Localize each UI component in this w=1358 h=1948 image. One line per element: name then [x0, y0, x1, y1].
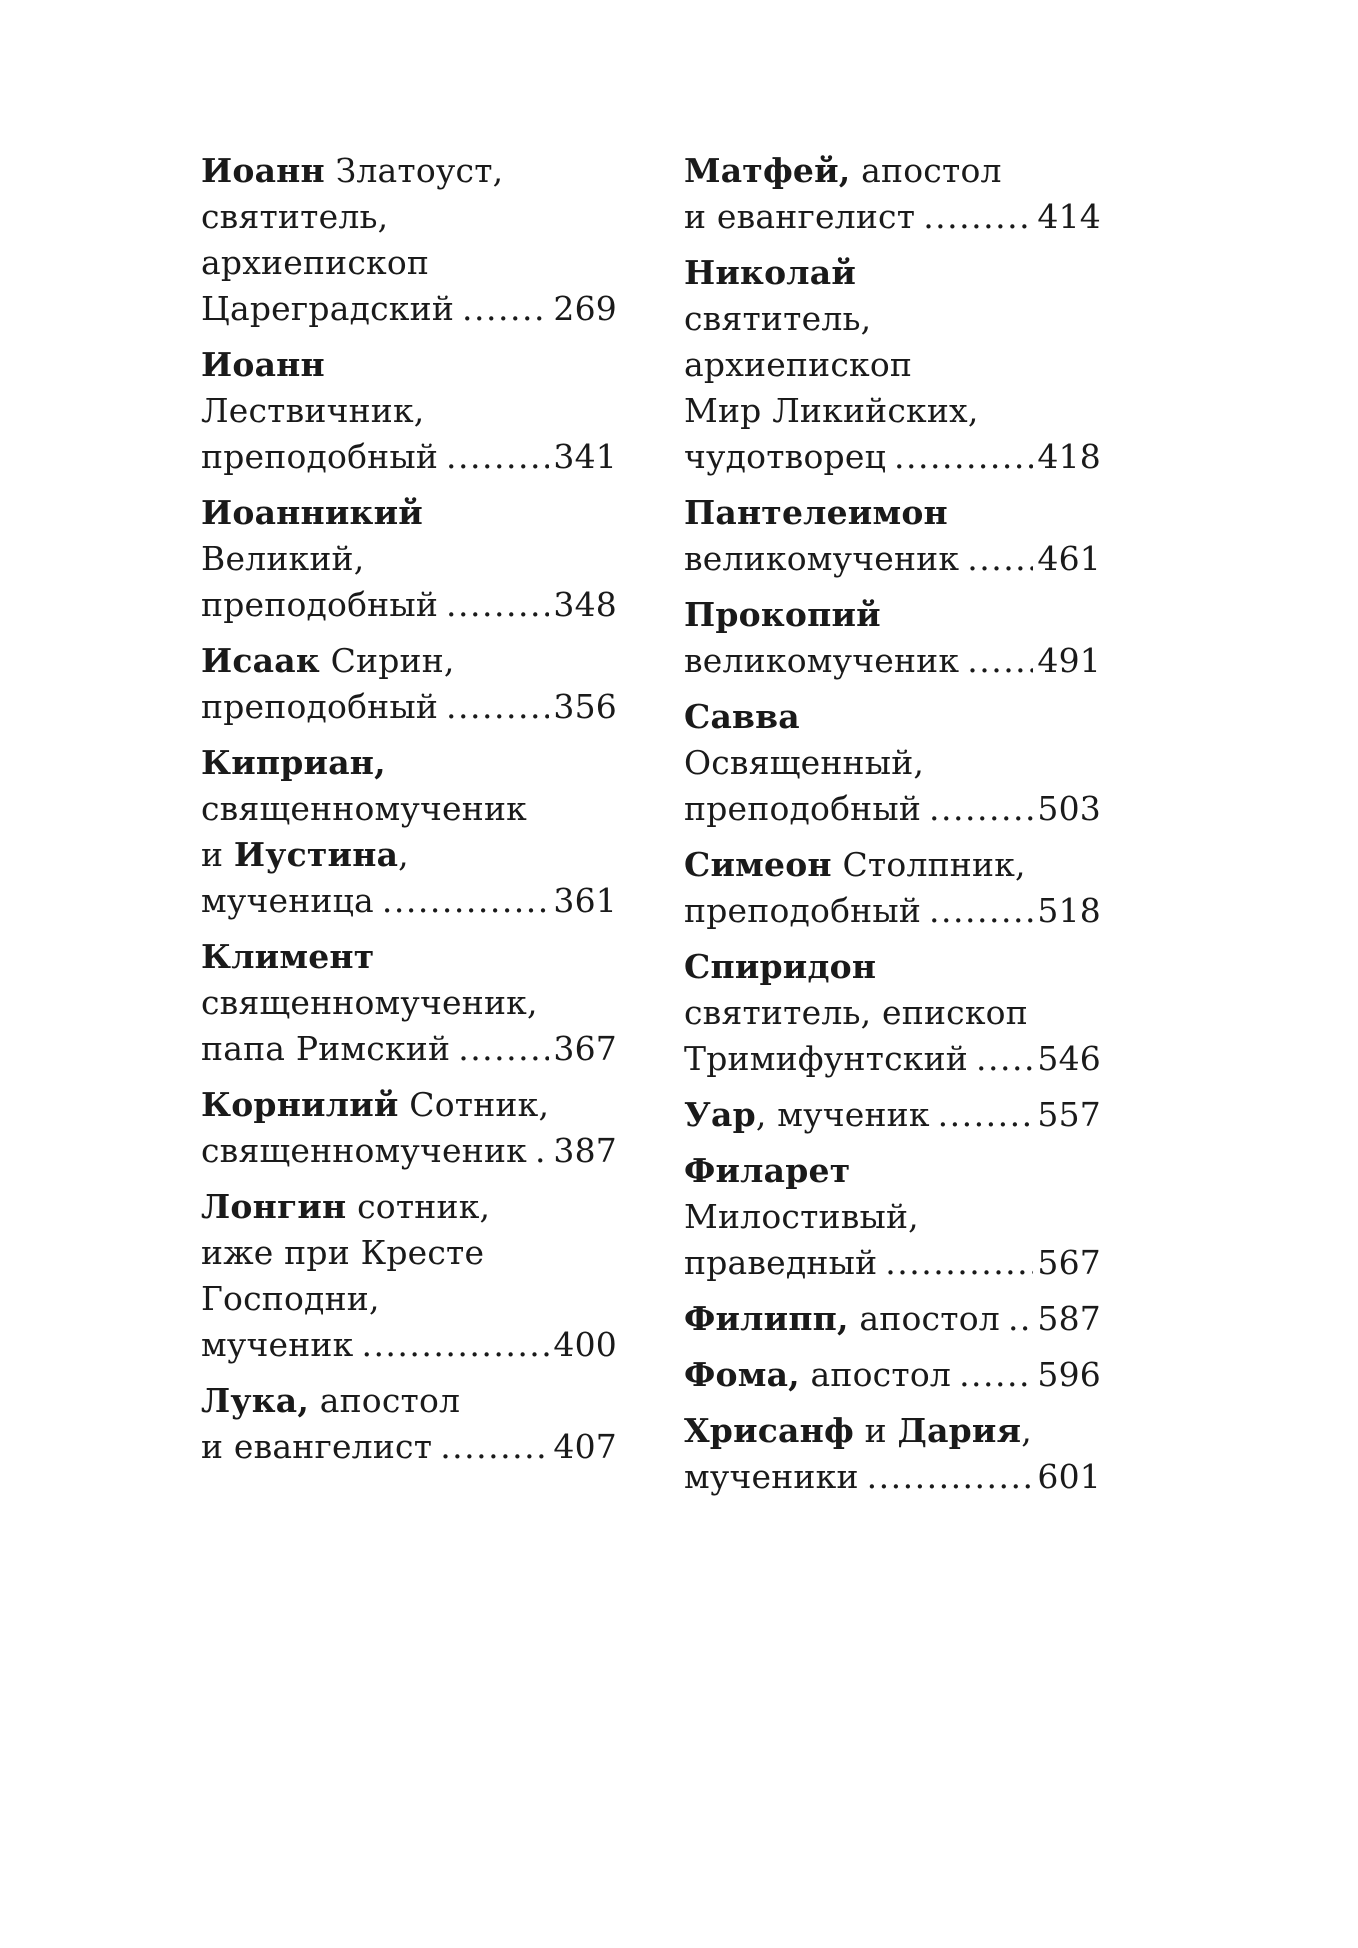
saint-description: и: [853, 1411, 898, 1450]
page-number: 418: [1037, 437, 1101, 476]
index-entry: [684, 1352, 1101, 1398]
dot-leader: [440, 1424, 549, 1470]
index-entry: [201, 740, 617, 924]
dot-leader: [1008, 1296, 1033, 1342]
index-column-right: [684, 148, 1101, 1510]
dot-leader: [894, 434, 1033, 480]
dot-leader: [382, 878, 549, 924]
index-entry-line: [201, 1082, 617, 1128]
index-entry-line: [684, 990, 1101, 1036]
page-number: 341: [553, 437, 617, 476]
page-number: 518: [1037, 891, 1101, 930]
dot-leader: [446, 582, 549, 628]
index-entry: [684, 1408, 1101, 1500]
saint-name: Уар: [684, 1095, 756, 1134]
index-entry: [201, 148, 617, 332]
index-entry-line: [201, 582, 617, 628]
saint-description: Столпник,: [831, 845, 1026, 884]
index-entry: [201, 490, 617, 628]
entry-text: [201, 980, 538, 1026]
index-entry-line: [201, 934, 617, 980]
saint-description: ,: [398, 835, 409, 874]
page-number: 587: [1037, 1299, 1101, 1338]
entry-text: [684, 638, 959, 684]
entry-text: [201, 1128, 527, 1174]
entry-text: [684, 1454, 859, 1500]
saint-description: Сирин,: [319, 641, 455, 680]
index-entry-line: [684, 740, 1101, 786]
saint-description: мученики: [684, 1457, 859, 1496]
saint-name: Киприан,: [201, 743, 386, 782]
saint-description: преподобный: [684, 891, 922, 930]
saint-description: архиепископ: [684, 345, 913, 384]
entry-text: [201, 388, 425, 434]
index-entry-line: [684, 1296, 1101, 1342]
entry-text: [684, 592, 881, 638]
dot-leader: [938, 1092, 1034, 1138]
saint-description: апостол: [799, 1355, 952, 1394]
index-entry-line: [684, 1036, 1101, 1082]
entry-text: [684, 342, 912, 388]
index-entry: [684, 490, 1101, 582]
index-entry: [684, 1092, 1101, 1138]
saint-description: сотник,: [346, 1187, 491, 1226]
entry-text: [201, 638, 455, 684]
dot-leader: [535, 1128, 549, 1174]
index-entry-line: [201, 638, 617, 684]
saint-name: Исаак: [201, 641, 320, 680]
saint-description: архиепископ: [201, 243, 430, 282]
dot-leader: [885, 1240, 1033, 1286]
index-entry-line: [201, 148, 617, 194]
index-entry-line: [201, 1378, 617, 1424]
index-entry: [684, 592, 1101, 684]
index-entry-line: [684, 786, 1101, 832]
entry-text: [201, 878, 374, 924]
entry-text: [201, 1184, 490, 1230]
index-entry: [684, 944, 1101, 1082]
index-entry: [201, 934, 617, 1072]
index-entry-line: [201, 536, 617, 582]
index-entry-line: [201, 1184, 617, 1230]
index-entry-line: [684, 888, 1101, 934]
saint-name: Филипп,: [684, 1299, 849, 1338]
index-entry-line: [684, 250, 1101, 296]
page-number: 461: [1037, 539, 1101, 578]
saint-description: священномученик,: [201, 983, 538, 1022]
saint-description: мученик: [201, 1325, 354, 1364]
entry-text: [684, 888, 921, 934]
index-entry-line: [684, 1194, 1101, 1240]
index-entry-line: [201, 878, 617, 924]
index-entry-line: [684, 592, 1101, 638]
index-entry-line: [684, 638, 1101, 684]
dot-leader: [446, 684, 549, 730]
entry-text: [684, 786, 921, 832]
saint-description: и евангелист: [201, 1427, 433, 1466]
index-entry: [201, 1082, 617, 1174]
index-entry-line: [684, 1092, 1101, 1138]
saint-description: святитель,: [684, 299, 872, 338]
saint-name: Лонгин: [201, 1187, 347, 1226]
saint-description: святитель,: [201, 197, 389, 236]
saint-name: Корнилий: [201, 1085, 399, 1124]
saint-description: Сотник,: [398, 1085, 550, 1124]
saint-description: и: [201, 835, 234, 874]
index-entry: [684, 1296, 1101, 1342]
entry-text: [201, 740, 386, 786]
entry-text: [684, 1036, 968, 1082]
saint-description: преподобный: [684, 789, 922, 828]
saint-name: Матфей,: [684, 151, 851, 190]
page-number: 546: [1037, 1039, 1101, 1078]
entry-text: [684, 740, 924, 786]
saint-name: Иоанн: [201, 345, 325, 384]
page-number: 367: [553, 1029, 617, 1068]
page-number: 361: [553, 881, 617, 920]
index-entry: [201, 342, 617, 480]
page-number: 407: [553, 1427, 617, 1466]
index-entry-line: [201, 832, 617, 878]
saint-description: преподобный: [201, 687, 439, 726]
dot-leader: [959, 1352, 1033, 1398]
index-entry-line: [201, 1424, 617, 1470]
saint-description: Господни,: [201, 1279, 380, 1318]
entry-text: [201, 786, 527, 832]
entry-text: [684, 194, 915, 240]
entry-text: [201, 490, 423, 536]
index-entry-line: [201, 740, 617, 786]
index-entry: [684, 148, 1101, 240]
entry-text: [684, 250, 856, 296]
dot-leader: [923, 194, 1033, 240]
entry-text: [201, 1378, 460, 1424]
index-column-left: [201, 148, 617, 1480]
index-entry-line: [684, 1454, 1101, 1500]
page-number: 348: [553, 585, 617, 624]
saint-name: Иоанникий: [201, 493, 423, 532]
entry-text: [201, 684, 438, 730]
entry-text: [201, 434, 438, 480]
saint-description: Тримифунтский: [684, 1039, 968, 1078]
dot-leader: [967, 638, 1033, 684]
dot-leader: [929, 786, 1033, 832]
saint-name: Иоанн: [201, 151, 325, 190]
entry-text: [201, 1026, 450, 1072]
page-number: 387: [553, 1131, 617, 1170]
saint-description: , мученик: [755, 1095, 930, 1134]
entry-text: [684, 694, 800, 740]
entry-text: [684, 434, 886, 480]
entry-text: [684, 1092, 930, 1138]
saint-name: Хрисанф: [684, 1411, 854, 1450]
saint-description: священномученик: [201, 1131, 527, 1170]
index-entry-line: [201, 490, 617, 536]
page-number: 567: [1037, 1243, 1101, 1282]
saint-description: мученица: [201, 881, 374, 920]
entry-text: [684, 842, 1026, 888]
saint-name: Савва: [684, 697, 800, 736]
saint-name: Прокопий: [684, 595, 881, 634]
entry-text: [684, 1240, 877, 1286]
dot-leader: [867, 1454, 1034, 1500]
saint-description: и евангелист: [684, 197, 916, 236]
entry-text: [684, 490, 948, 536]
saint-name: Фома,: [684, 1355, 800, 1394]
saint-description: иже при Кресте: [201, 1233, 485, 1272]
index-entry-line: [201, 786, 617, 832]
page-number: 503: [1037, 789, 1101, 828]
entry-text: [684, 296, 871, 342]
saint-description: папа Римский: [201, 1029, 451, 1068]
saint-name: Лука,: [201, 1381, 310, 1420]
saint-name: Спиридон: [684, 947, 877, 986]
entry-text: [684, 536, 959, 582]
entry-text: [201, 1322, 353, 1368]
dot-leader: [458, 1026, 549, 1072]
entry-text: [201, 1082, 549, 1128]
saint-description: ,: [1021, 1411, 1032, 1450]
saint-name: Климент: [201, 937, 375, 976]
entry-text: [201, 194, 388, 240]
entry-text: [684, 944, 876, 990]
entry-text: [201, 1276, 380, 1322]
saint-description: Освященный,: [684, 743, 925, 782]
entry-text: [684, 990, 1028, 1036]
saint-description: праведный: [684, 1243, 878, 1282]
entry-text: [684, 1194, 919, 1240]
index-entry-line: [201, 388, 617, 434]
dot-leader: [976, 1036, 1033, 1082]
saint-description: Великий,: [201, 539, 365, 578]
index-entry-line: [684, 194, 1101, 240]
entry-text: [201, 1230, 484, 1276]
saint-name: Филарет: [684, 1151, 851, 1190]
saint-description: преподобный: [201, 437, 439, 476]
entry-text: [201, 240, 429, 286]
saint-description: великомученик: [684, 539, 960, 578]
dot-leader: [929, 888, 1033, 934]
saint-name: Николай: [684, 253, 857, 292]
index-entry: [684, 1148, 1101, 1286]
index-entry-line: [684, 1352, 1101, 1398]
index-entry: [201, 1184, 617, 1368]
entry-text: [201, 934, 374, 980]
saint-description: Милостивый,: [684, 1197, 919, 1236]
page-number: 414: [1037, 197, 1101, 236]
index-entry-line: [201, 684, 617, 730]
index-entry: [684, 842, 1101, 934]
saint-description: великомученик: [684, 641, 960, 680]
saint-description: святитель, епископ: [684, 993, 1028, 1032]
index-entry-line: [201, 1276, 617, 1322]
entry-text: [684, 1296, 1000, 1342]
page-number: 557: [1037, 1095, 1101, 1134]
saint-description: преподобный: [201, 585, 439, 624]
index-entry-line: [201, 194, 617, 240]
saint-description: Лествичник,: [201, 391, 425, 430]
saint-name: Симеон: [684, 845, 832, 884]
entry-text: [201, 286, 454, 332]
dot-leader: [462, 286, 549, 332]
saint-name: Иустина: [233, 835, 399, 874]
saint-description: апостол: [309, 1381, 461, 1420]
index-entry-line: [684, 1148, 1101, 1194]
saint-description: священномученик: [201, 789, 527, 828]
index-entry-line: [201, 1128, 617, 1174]
index-entry-line: [684, 490, 1101, 536]
index-entry: [684, 250, 1101, 480]
index-entry-line: [684, 342, 1101, 388]
entry-text: [201, 1424, 432, 1470]
entry-text: [684, 1408, 1032, 1454]
index-entry-line: [201, 980, 617, 1026]
index-entry-line: [684, 434, 1101, 480]
entry-text: [201, 342, 325, 388]
saint-description: Златоуст,: [324, 151, 504, 190]
saint-description: Мир Ликийских,: [684, 391, 979, 430]
dot-leader: [361, 1322, 549, 1368]
saint-description: Цареградский: [201, 289, 455, 328]
index-entry-line: [684, 944, 1101, 990]
index-entry-line: [684, 388, 1101, 434]
index-entry-line: [684, 296, 1101, 342]
page-number: 491: [1037, 641, 1101, 680]
index-entry-line: [684, 536, 1101, 582]
index-entry: [201, 1378, 617, 1470]
entry-text: [201, 148, 503, 194]
saint-name: Пантелеимон: [684, 493, 948, 532]
entry-text: [684, 148, 1002, 194]
entry-text: [684, 388, 979, 434]
index-entry-line: [684, 148, 1101, 194]
page-number: 596: [1037, 1355, 1101, 1394]
index-entry-line: [201, 240, 617, 286]
saint-name: Дария: [897, 1411, 1022, 1450]
index-entry-line: [684, 842, 1101, 888]
page-number: 601: [1037, 1457, 1101, 1496]
entry-text: [684, 1352, 951, 1398]
index-entry-line: [201, 342, 617, 388]
index-entry-line: [201, 434, 617, 480]
entry-text: [201, 832, 409, 878]
saint-description: апостол: [848, 1299, 1000, 1338]
index-entry-line: [201, 1026, 617, 1072]
index-entry-line: [201, 286, 617, 332]
index-entry-line: [684, 1408, 1101, 1454]
dot-leader: [967, 536, 1033, 582]
index-entry: [201, 638, 617, 730]
index-entry-line: [684, 694, 1101, 740]
saint-description: чудотворец: [684, 437, 886, 476]
saint-description: апостол: [850, 151, 1002, 190]
index-entry-line: [684, 1240, 1101, 1286]
dot-leader: [446, 434, 549, 480]
page-number: 269: [553, 289, 617, 328]
page-number: 356: [553, 687, 617, 726]
entry-text: [684, 1148, 850, 1194]
index-entry-line: [201, 1230, 617, 1276]
entry-text: [201, 536, 364, 582]
page-number: 400: [553, 1325, 617, 1364]
entry-text: [201, 582, 438, 628]
index-entry: [684, 694, 1101, 832]
index-entry-line: [201, 1322, 617, 1368]
